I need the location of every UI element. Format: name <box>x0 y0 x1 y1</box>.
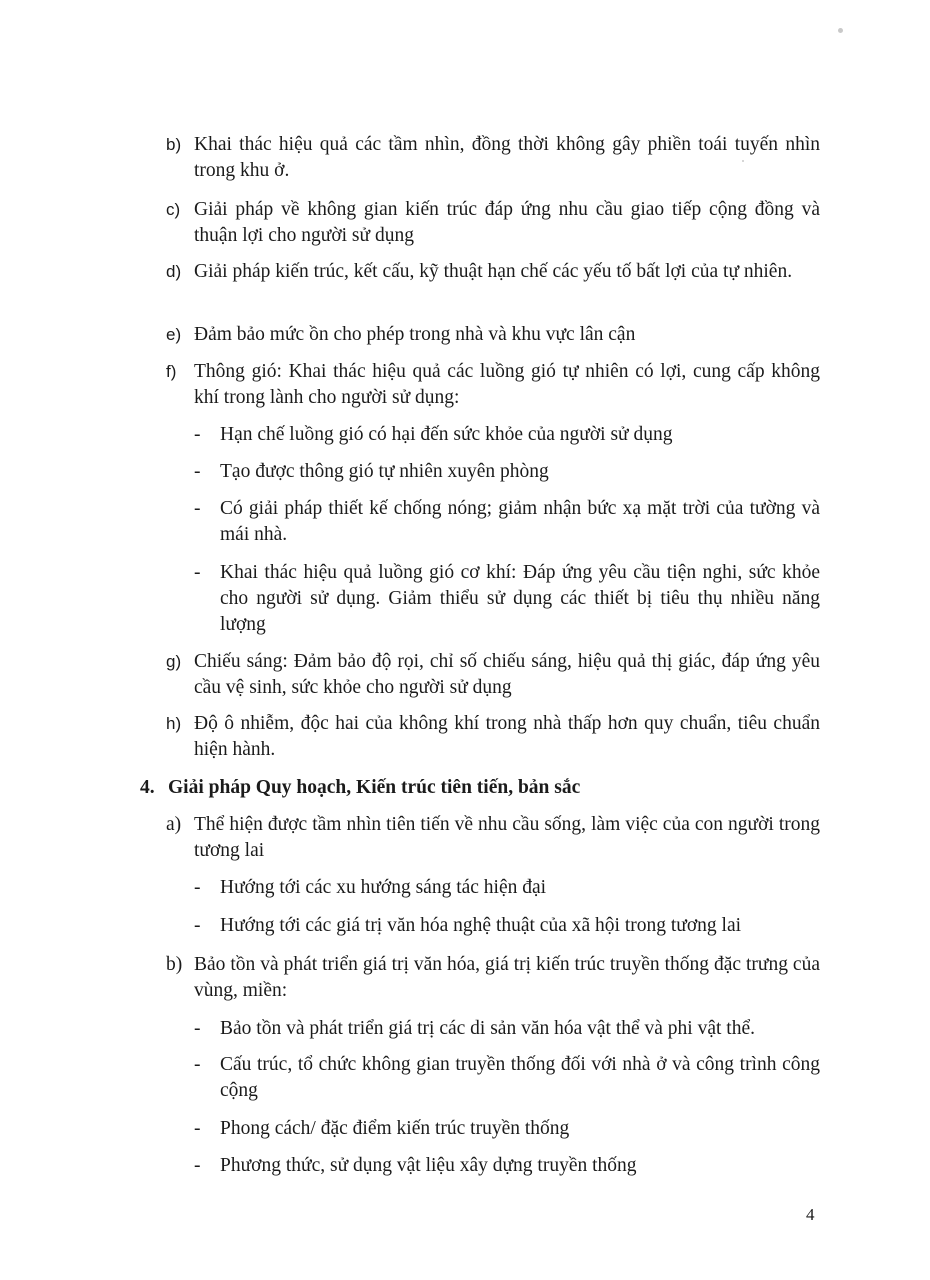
bullet-text: Phương thức, sử dụng vật liệu xây dựng truyền thống <box>220 1155 637 1176</box>
item-label: c) <box>166 200 181 219</box>
bullet-dash: - <box>194 1155 201 1176</box>
item-label: d) <box>166 262 182 281</box>
bullet-text: Hướng tới các xu hướng sáng tác hiện đại <box>220 877 547 898</box>
bullet-text: Có giải pháp thiết kế chống nóng; giảm nhận bức xạ mặt trời của tường và mái nhà. <box>220 498 820 545</box>
item-label: a) <box>166 814 182 835</box>
bullet-text: Bảo tồn và phát triển giá trị các di sản văn hóa vật thể và phi vật thể. <box>220 1018 755 1039</box>
item-label: f) <box>166 362 177 381</box>
item-text: Giải pháp kiến trúc, kết cấu, kỹ thuật hạn chế các yếu tố bất lợi của tự nhiên. <box>194 261 793 282</box>
item-label: b) <box>166 954 183 975</box>
bullet-dash: - <box>194 461 201 482</box>
item-label: h) <box>166 714 182 733</box>
bullet-text: Cấu trúc, tổ chức không gian truyền thống đối với nhà ở và công trình công cộng <box>220 1054 820 1101</box>
item-text: Giải pháp về không gian kiến trúc đáp ứng nhu cầu giao tiếp cộng đồng và thuận lợi cho người sử dụng <box>194 199 820 246</box>
bullet-dash: - <box>194 877 201 898</box>
bullet-dash: - <box>194 1118 201 1139</box>
bullet-text: Hướng tới các giá trị văn hóa nghệ thuật của xã hội trong tương lai <box>220 915 742 936</box>
section-number: 4. <box>140 777 155 798</box>
bullet-text: Phong cách/ đặc điểm kiến trúc truyền thống <box>220 1118 570 1139</box>
item-label: b) <box>166 135 182 154</box>
item-label: e) <box>166 325 182 344</box>
item-text: Chiếu sáng: Đảm bảo độ rọi, chỉ số chiếu sáng, hiệu quả thị giác, đáp ứng yêu cầu vệ sinh, sức khỏe cho người sử dụng <box>194 651 820 698</box>
item-text: Độ ô nhiễm, độc hai của không khí trong nhà thấp hơn quy chuẩn, tiêu chuẩn hiện hành. <box>194 713 820 760</box>
scan-speck <box>838 28 843 33</box>
item-label: g) <box>166 652 182 671</box>
bullet-text: Hạn chế luồng gió có hại đến sức khỏe của người sử dụng <box>220 424 673 445</box>
item-text: Bảo tồn và phát triển giá trị văn hóa, giá trị kiến trúc truyền thống đặc trưng của vùng, miền: <box>194 954 820 1001</box>
item-text: Thông gió: Khai thác hiệu quả các luồng gió tự nhiên có lợi, cung cấp không khí trong lành cho người sử dụng: <box>194 361 820 408</box>
bullet-dash: - <box>194 562 201 583</box>
item-text: Đảm bảo mức ồn cho phép trong nhà và khu vực lân cận <box>194 324 636 345</box>
page-number: 4 <box>806 1205 815 1224</box>
bullet-text: Khai thác hiệu quả luồng gió cơ khí: Đáp ứng yêu cầu tiện nghi, sức khỏe cho người sử dụng. Giảm thiểu sử dụng các thiết bị tiêu thụ nhiều năng lượng <box>220 562 820 635</box>
bullet-dash: - <box>194 424 201 445</box>
section-title: Giải pháp Quy hoạch, Kiến trúc tiên tiến, bản sắc <box>168 777 581 798</box>
bullet-dash: - <box>194 1018 201 1039</box>
item-text: Khai thác hiệu quả các tầm nhìn, đồng thời không gây phiền toái tuyến nhìn trong khu ở. <box>194 134 820 181</box>
item-text: Thể hiện được tầm nhìn tiên tiến về nhu cầu sống, làm việc của con người trong tương lai <box>194 814 820 861</box>
bullet-dash: - <box>194 1054 201 1075</box>
bullet-dash: - <box>194 498 201 519</box>
bullet-text: Tạo được thông gió tự nhiên xuyên phòng <box>220 461 549 482</box>
bullet-dash: - <box>194 915 201 936</box>
